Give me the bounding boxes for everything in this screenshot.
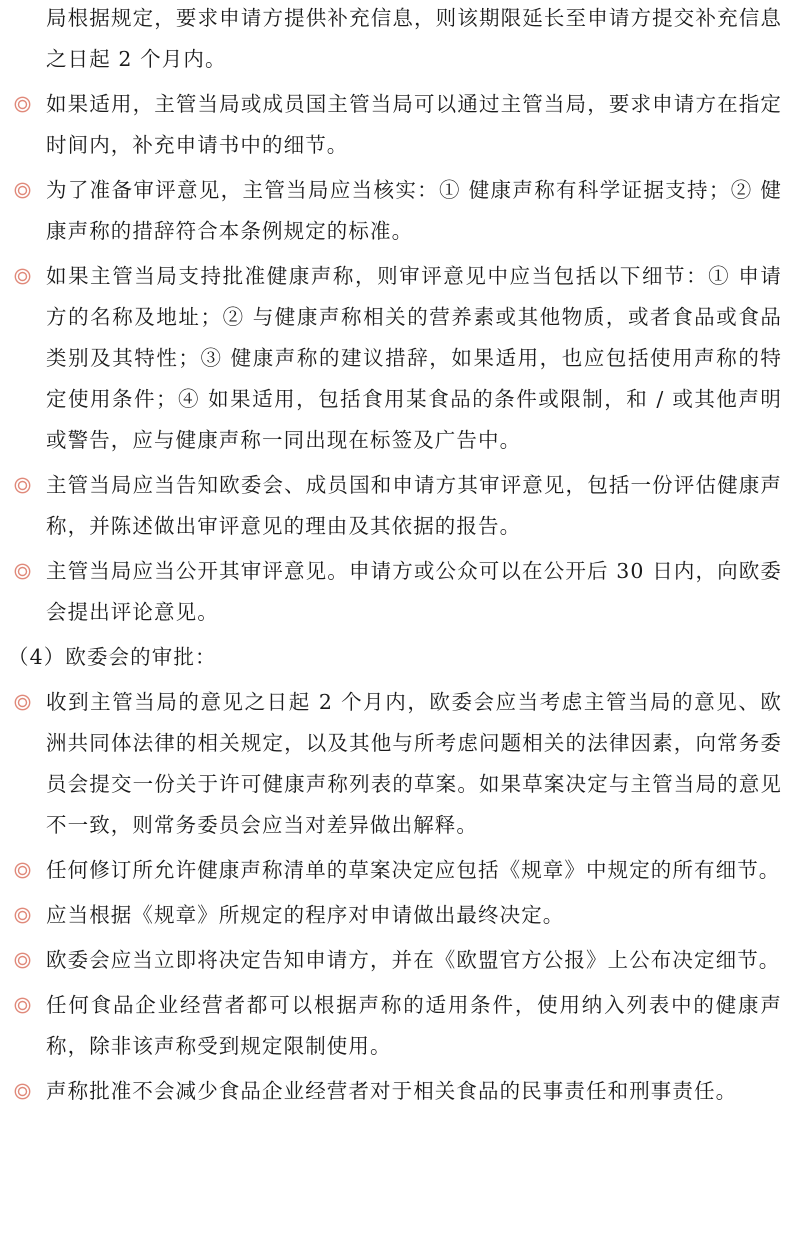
list-item: [14, 682, 782, 846]
double-circle-icon: [14, 862, 31, 879]
double-circle-icon: [14, 563, 31, 580]
list-item: [14, 551, 782, 633]
list-item: [14, 1071, 782, 1112]
double-circle-icon: [14, 907, 31, 924]
double-circle-icon: [14, 952, 31, 969]
list-item-text: 局根据规定，要求申请方提供补充信息，则该期限延长至申请方提交补充信息之日起 2 个月内。: [46, 6, 782, 71]
list-item: [14, 850, 782, 891]
list-item-text: 主管当局应当告知欧委会、成员国和申请方其审评意见，包括一份评估健康声称，并陈述做出审评意见的理由及其依据的报告。: [46, 473, 782, 538]
list-item: [14, 895, 782, 936]
list-item: [14, 985, 782, 1067]
double-circle-icon: [14, 1083, 31, 1100]
double-circle-icon: [14, 182, 31, 199]
double-circle-icon: [14, 96, 31, 113]
list-item-text: 欧委会应当立即将决定告知申请方，并在《欧盟官方公报》上公布决定细节。: [46, 948, 781, 972]
list-item: [14, 0, 782, 80]
list-item: [14, 256, 782, 461]
list-item: [14, 465, 782, 547]
list-item-text: 如果适用，主管当局或成员国主管当局可以通过主管当局，要求申请方在指定时间内，补充申请书中的细节。: [46, 92, 782, 157]
list-item: [14, 84, 782, 166]
double-circle-icon: [14, 997, 31, 1014]
double-circle-icon: [14, 477, 31, 494]
list-item-text: 收到主管当局的意见之日起 2 个月内，欧委会应当考虑主管当局的意见、欧洲共同体法律的相关规定，以及其他与所考虑问题相关的法律因素，向常务委员会提交一份关于许可健康声称列表的草案。如果草案决定与主管当局的意见不一致，则常务委员会应当对差异做出解释。: [46, 690, 782, 837]
list-item-text: 任何修订所允许健康声称清单的草案决定应包括《规章》中规定的所有细节。: [46, 858, 781, 882]
list-item-text: 主管当局应当公开其审评意见。申请方或公众可以在公开后 30 日内，向欧委会提出评论意见。: [46, 559, 782, 624]
list-item-text: 声称批准不会减少食品企业经营者对于相关食品的民事责任和刑事责任。: [46, 1079, 738, 1103]
list-item-text: 任何食品企业经营者都可以根据声称的适用条件，使用纳入列表中的健康声称，除非该声称受到规定限制使用。: [46, 993, 782, 1058]
list-item: [14, 170, 782, 252]
list-item: [14, 940, 782, 981]
list-item-text: 如果主管当局支持批准健康声称，则审评意见中应当包括以下细节：① 申请方的名称及地址；② 与健康声称相关的营养素或其他物质，或者食品或食品类别及其特性；③ 健康声称的建议措辞，如果适用，也应包括使用声称的特定使用条件；④ 如果适用，包括食用某食品的条件或限制，和 / 或其他声明或警告，应与健康声称一同出现在标签及广告中。: [46, 264, 782, 452]
list-item-text: 应当根据《规章》所规定的程序对申请做出最终决定。: [46, 903, 565, 927]
list-item-text: 为了准备审评意见，主管当局应当核实：① 健康声称有科学证据支持；② 健康声称的措辞符合本条例规定的标准。: [46, 178, 782, 243]
double-circle-icon: [14, 694, 31, 711]
section-heading: （4）欧委会的审批：: [8, 645, 217, 669]
double-circle-icon: [14, 268, 31, 285]
